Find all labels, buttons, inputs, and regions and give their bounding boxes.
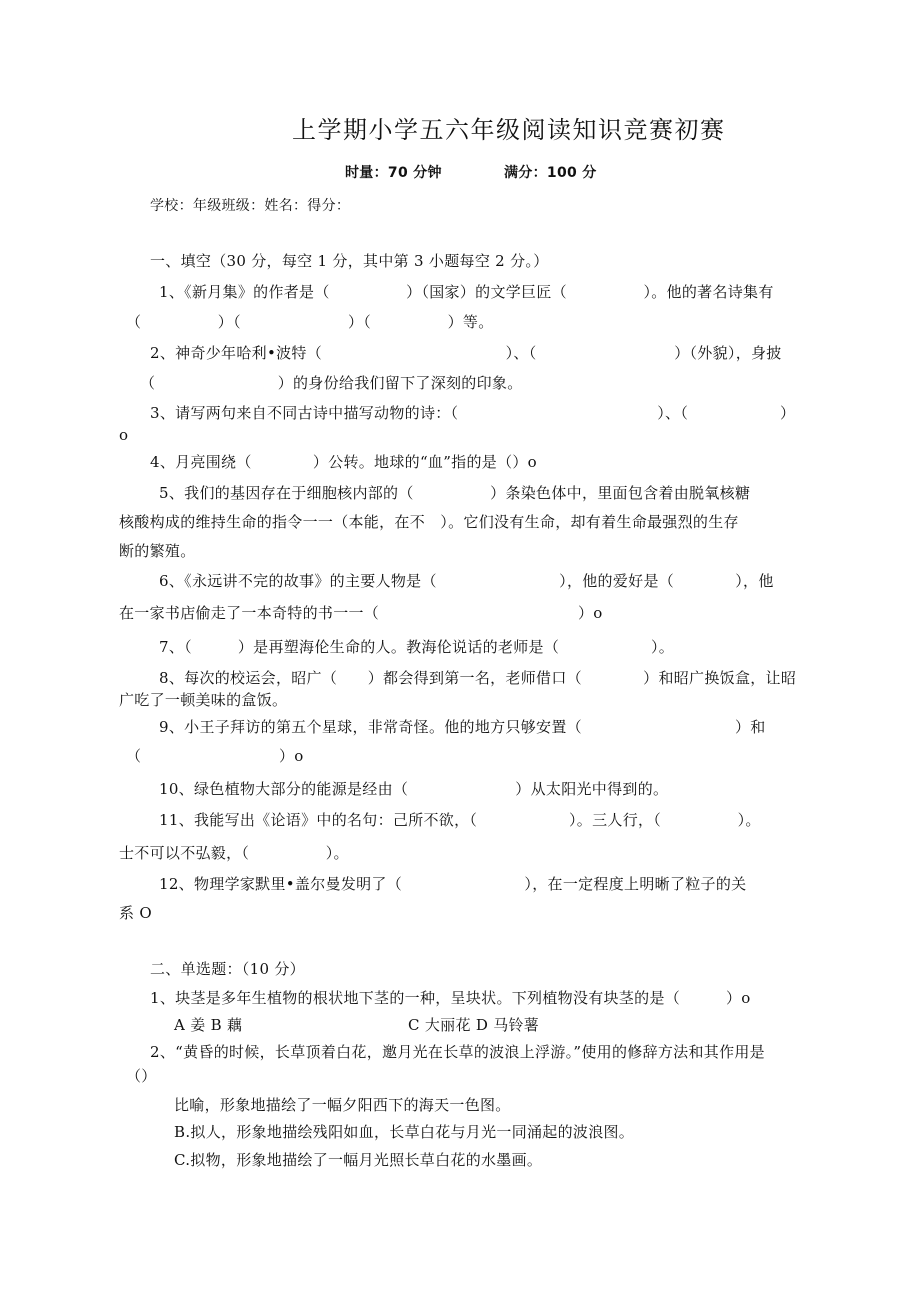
q3-line2: o <box>119 426 129 444</box>
q6-line2: 在一家书店偷走了一本奇特的书一一（ ）o <box>119 604 603 622</box>
page-title: 上学期小学五六年级阅读知识竞赛初赛 <box>292 116 726 144</box>
q2-line2: （ ）的身份给我们留下了深刻的印象。 <box>140 374 523 392</box>
s2-q1-option-ab: A 姜 B 藕 <box>174 1016 243 1034</box>
q12-line2: 系 O <box>119 904 152 922</box>
s2-q2-option-c: C.拟物，形象地描绘了一幅月光照长草白花的水墨画。 <box>174 1151 543 1169</box>
q11-line1: 11、我能写出《论语》中的名句：己所不欲，（ ）。三人行，（ ）。 <box>159 811 761 829</box>
student-info-line: 学校：年级班级：姓名：得分： <box>150 198 351 214</box>
q8-line2: 广吃了一顿美味的盒饭。 <box>119 691 288 709</box>
exam-time: 时量：70 分钟 <box>345 165 442 181</box>
s2-q2-line1: 2、“黄昏的时候，长草顶着白花，邀月光在长草的波浪上浮游。”使用的修辞方法和其作用是 <box>150 1043 765 1061</box>
s2-q1-line1: 1、块茎是多年生植物的根状地下茎的一种，呈块状。下列植物没有块茎的是（ ）o <box>150 989 751 1007</box>
q5-line2: 核酸构成的维持生命的指令一一（本能，在不 ）。它们没有生命，却有着生命最强烈的生存 <box>119 513 739 531</box>
q5-line1: 5、我们的基因存在于细胞核内部的（ ）条染色体中，里面包含着由脱氧核糖 <box>159 484 751 502</box>
q11-line2: 士不可以不弘毅，（ ）。 <box>119 844 349 862</box>
q5-line3: 断的繁殖。 <box>119 542 196 560</box>
s2-q2-line2: （） <box>126 1067 157 1085</box>
section1-heading: 一、填空（30 分，每空 1 分，其中第 3 小题每空 2 分。） <box>150 252 549 270</box>
s2-q2-option-a: 比喻，形象地描绘了一幅夕阳西下的海天一色图。 <box>174 1096 511 1114</box>
q3-line1: 3、请写两句来自不同古诗中描写动物的诗：（ ）、（ ） <box>150 404 796 422</box>
s2-q1-option-cd: C 大丽花 D 马铃薯 <box>408 1016 540 1034</box>
q9-line2: （ ）o <box>126 747 304 765</box>
q12-line1: 12、物理学家默里•盖尔曼发明了（ ），在一定程度上明晰了粒子的关 <box>159 875 747 893</box>
section2-heading: 二、单选题：（10 分） <box>150 960 305 978</box>
exam-full-score: 满分：100 分 <box>504 165 597 181</box>
q10-line1: 10、绿色植物大部分的能源是经由（ ）从太阳光中得到的。 <box>159 780 669 798</box>
q9-line1: 9、小王子拜访的第五个星球，非常奇怪。他的地方只够安置（ ）和 <box>159 718 766 736</box>
q6-line1: 6、《永远讲不完的故事》的主要人物是（ ），他的爱好是（ ），他 <box>159 572 774 590</box>
q2-line1: 2、神奇少年哈利•波特（ ）、（ ）（外貌），身披 <box>150 344 782 362</box>
s2-q2-option-b: B.拟人，形象地描绘残阳如血，长草白花与月光一同涌起的波浪图。 <box>174 1123 635 1141</box>
q8-line1: 8、每次的校运会，昭广（ ）都会得到第一名，老师借口（ ）和昭广换饭盒，让昭 <box>159 669 797 687</box>
q1-line2: （ ）（ ）（ ）等。 <box>126 313 494 331</box>
q1-line1: 1、《新月集》的作者是（ ）（国家）的文学巨匠（ ）。他的著名诗集有 <box>159 283 774 301</box>
q4-line1: 4、月亮围绕（ ）公转。地球的“血”指的是（）o <box>150 453 538 471</box>
q7-line1: 7、（ ）是再塑海伦生命的人。教海伦说话的老师是（ ）。 <box>159 638 675 656</box>
